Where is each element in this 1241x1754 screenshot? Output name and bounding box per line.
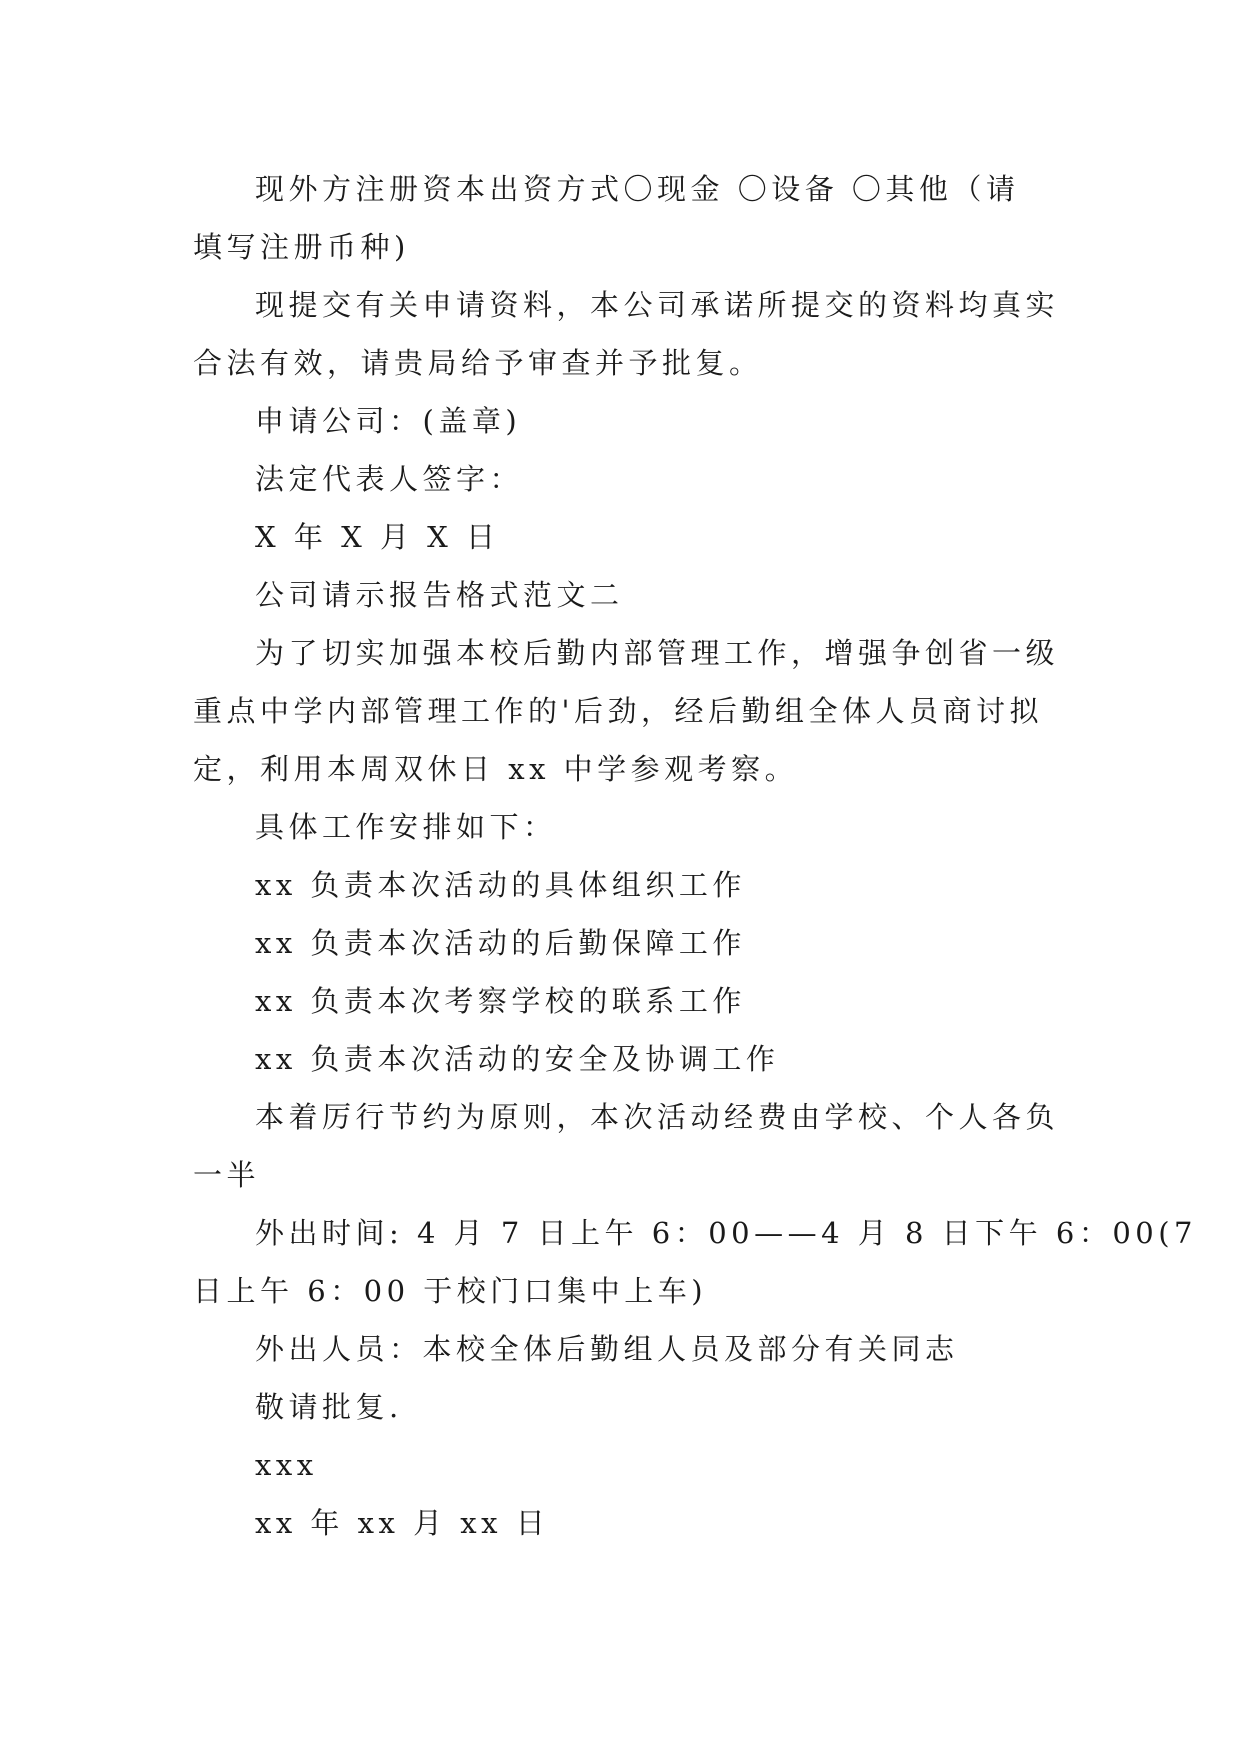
closing-line: 敬请批复. (255, 1390, 403, 1424)
paragraph-line: 合法有效，请贵局给予审查并予批复。 (193, 346, 763, 380)
paragraph-line: 填写注册币种) (193, 230, 410, 264)
paragraph-line: 具体工作安排如下： (255, 810, 557, 844)
task-item: xx 负责本次活动的后勤保障工作 (255, 926, 746, 960)
paragraph-line: 重点中学内部管理工作的'后劲，经后勤组全体人员商讨拟 (193, 694, 1043, 728)
section-title: 公司请示报告格式范文二 (255, 578, 624, 612)
task-item: xx 负责本次活动的安全及协调工作 (255, 1042, 780, 1076)
document-page (193, 160, 1198, 1552)
departure-time-line: 日上午 6：00 于校门口集中上车) (193, 1274, 708, 1308)
applicant-company-line: 申请公司：(盖章) (255, 404, 522, 438)
paragraph-line: 现提交有关申请资料，本公司承诺所提交的资料均真实 (255, 288, 1060, 322)
paragraph-line: 为了切实加强本校后勤内部管理工作，增强争创省一级 (255, 636, 1060, 670)
task-item: xx 负责本次考察学校的联系工作 (255, 984, 746, 1018)
participants-line: 外出人员：本校全体后勤组人员及部分有关同志 (255, 1332, 959, 1366)
paragraph-line: 本着厉行节约为原则，本次活动经费由学校、个人各负 (255, 1100, 1060, 1134)
departure-time-line: 外出时间: 4 月 7 日上午 6：00——4 月 8 日下午 6：00(7 (255, 1216, 1198, 1250)
signature-line: xxx (255, 1448, 318, 1482)
paragraph-line: 定，利用本周双休日 xx 中学参观考察。 (193, 752, 799, 786)
paragraph-line: 一半 (193, 1158, 261, 1192)
date-line: xx 年 xx 月 xx 日 (255, 1506, 550, 1540)
date-line: X 年 X 月 X 日 (255, 520, 500, 554)
task-item: xx 负责本次活动的具体组织工作 (255, 868, 746, 902)
legal-representative-signature-line: 法定代表人签字： (255, 462, 524, 496)
paragraph-line: 现外方注册资本出资方式〇现金 〇设备 〇其他（请 (255, 172, 1020, 206)
